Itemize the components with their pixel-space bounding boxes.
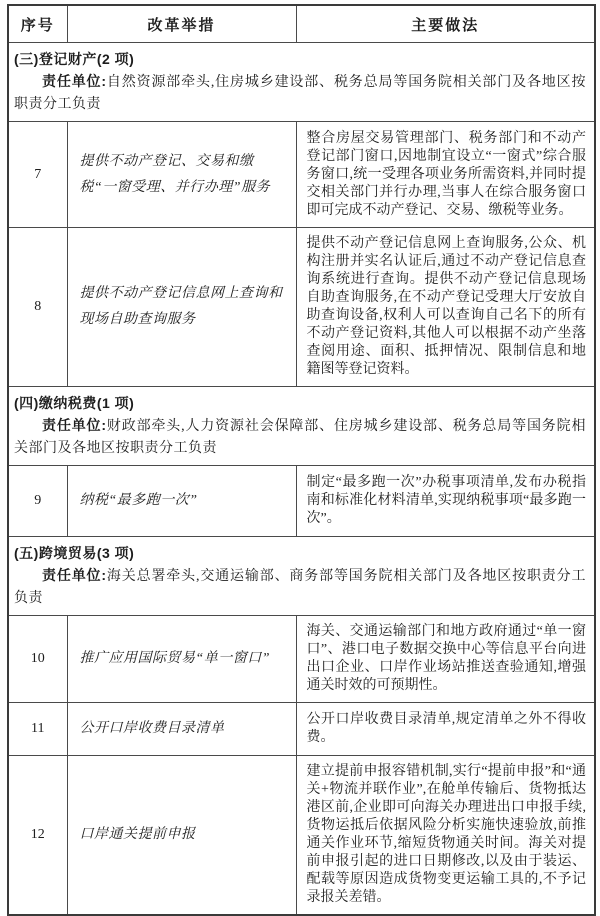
section-responsibility (14, 414, 586, 460)
cell-practice: 海关、交通运输部门和地方政府通过“单一窗口”、港口电子数据交换中心等信息平台向进出口企业、口岸作业场站推送查验通知,增强通关时效的可预期性。 (296, 616, 595, 703)
cell-measure: 提供不动产登记、交易和缴税“一窗受理、并行办理”服务 (67, 122, 296, 228)
section-row-5 (8, 537, 595, 616)
cell-practice: 提供不动产登记信息网上查询服务,公众、机构注册并实名认证后,通过不动产登记信息查询系统进行查询。提供不动产登记信息现场自助查询服务,在不动产登记受理大厅安放自助查询设备,权利人可以查询自己名下的所有不动产登记资料,其他人可以根据不动产坐落查阅用途、面积、抵押情况、限制信息和地籍图等登记资料。 (296, 228, 595, 387)
section-title: (四)缴纳税费(1 项) (14, 395, 135, 411)
table-row (8, 122, 595, 228)
cell-no: 7 (8, 122, 67, 228)
responsibility-label: 责任单位: (42, 73, 107, 89)
cell-measure: 推广应用国际贸易“单一窗口” (67, 616, 296, 703)
header-cell-measure: 改革举措 (67, 5, 296, 43)
table-row (8, 703, 595, 756)
cell-no: 10 (8, 616, 67, 703)
cell-practice: 制定“最多跑一次”办税事项清单,发布办税指南和标准化材料清单,实现纳税事项“最多跑一次”。 (296, 466, 595, 537)
section-responsibility (14, 70, 586, 116)
cell-practice: 公开口岸收费目录清单,规定清单之外不得收费。 (296, 703, 595, 756)
section-row-3 (8, 43, 595, 122)
header-cell-practice: 主要做法 (296, 5, 595, 43)
section-title: (五)跨境贸易(3 项) (14, 545, 135, 561)
table-row (8, 466, 595, 537)
responsibility-text: 海关总署牵头,交通运输部、商务部等国务院相关部门及各地区按职责分工负责 (14, 569, 587, 606)
cell-measure: 提供不动产登记信息网上查询和现场自助查询服务 (67, 228, 296, 387)
cell-practice: 建立提前申报容错机制,实行“提前申报”和“通关+物流并联作业”,在舱单传输后、货物抵达港区前,企业即可向海关办理进出口申报手续,货物运抵后依据风险分析实施快速验放,前推通关作业环节,缩短货物通关时间。海关对提前申报引起的进口日期修改,以及由于装运、配载等原因造成货物变更运输工具的,不予记录报关差错。 (296, 756, 595, 916)
cell-measure: 口岸通关提前申报 (67, 756, 296, 916)
cell-no: 12 (8, 756, 67, 916)
header-row (8, 5, 595, 43)
cell-no: 11 (8, 703, 67, 756)
cell-practice: 整合房屋交易管理部门、税务部门和不动产登记部门窗口,因地制宜设立“一窗式”综合服务窗口,统一受理各项业务所需资料,并同时提交相关部门并行办理,当事人在综合服务窗口即可完成不动产登记、交易、缴税等业务。 (296, 122, 595, 228)
table-row (8, 756, 595, 916)
section-responsibility (14, 564, 586, 610)
section-title: (三)登记财产(2 项) (14, 51, 135, 67)
reform-measures-table (7, 4, 596, 916)
table-row (8, 616, 595, 703)
responsibility-text: 财政部牵头,人力资源社会保障部、住房城乡建设部、税务总局等国务院相关部门及各地区按职责分工负责 (14, 419, 587, 456)
cell-measure: 公开口岸收费目录清单 (67, 703, 296, 756)
header-cell-no: 序号 (8, 5, 67, 43)
section-row-4 (8, 387, 595, 466)
cell-no: 9 (8, 466, 67, 537)
responsibility-text: 自然资源部牵头,住房城乡建设部、税务总局等国务院相关部门及各地区按职责分工负责 (14, 75, 587, 112)
table-row (8, 228, 595, 387)
responsibility-label: 责任单位: (42, 417, 107, 433)
cell-no: 8 (8, 228, 67, 387)
cell-measure: 纳税“最多跑一次” (67, 466, 296, 537)
responsibility-label: 责任单位: (42, 567, 107, 583)
